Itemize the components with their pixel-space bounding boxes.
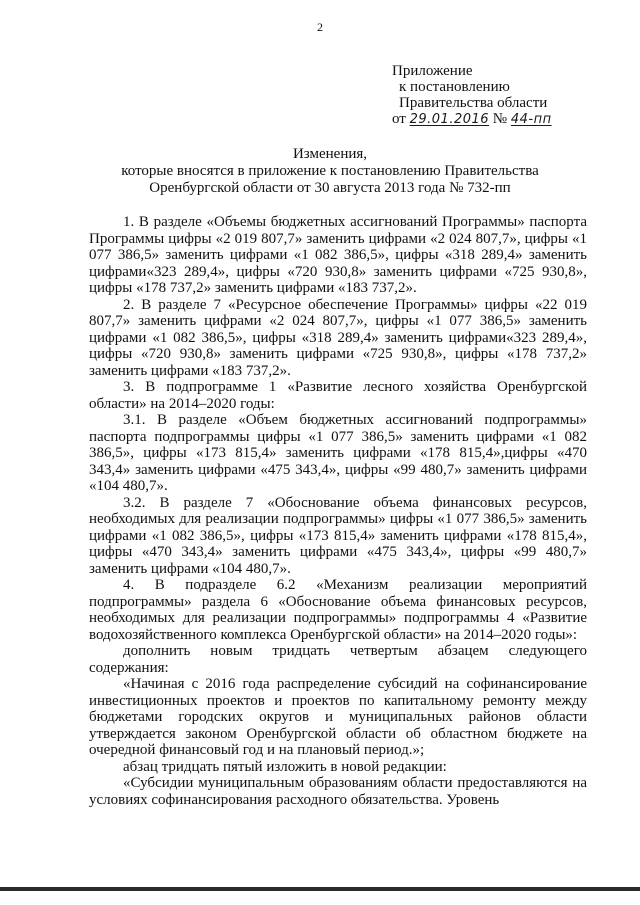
paragraph-2: 2. В разделе 7 «Ресурсное обеспечение Программы» цифры «22 019 807,7» заменить цифрами «2 024 807,7», цифры «1 077 386,5» заменить цифрами «1 082 386,5», цифры «318 289,4» заменить цифрами«323 289,4», цифры «720 930,8» заменить цифрами «725 930,8», цифры «178 737,2» заменить цифрами «183 737,2».: [89, 296, 587, 379]
appendix-line-decree: к постановлению: [399, 79, 510, 95]
heading-title: Изменения,: [292, 146, 368, 162]
paragraph-4: 4. В подразделе 6.2 «Механизм реализации мероприятий подпрограммы» раздела 6 «Обоснование объема финансовых ресурсов, необходимых для реализации подпрограммы» подпрограммы 4 «Развитие водохозяйственного комплекса Оренбургской области» на 2014–2020 годы»:: [89, 577, 587, 643]
page-bottom-edge: [0, 887, 640, 891]
handwritten-date: 29.01.2016: [409, 112, 490, 127]
heading-subtitle-line2: Оренбургской области от 30 августа 2013 года № 732-пп: [149, 180, 511, 196]
handwritten-number: 44-пп: [510, 112, 552, 127]
appendix-date-line: [392, 111, 632, 128]
document-body: [89, 214, 587, 808]
appendix-from-label: от: [392, 111, 406, 127]
paragraph-3: 3. В подпрограмме 1 «Развитие лесного хозяйства Оренбургской области» на 2014–2020 годы:: [89, 379, 587, 412]
document-heading: [60, 146, 600, 197]
page-number: 2: [317, 20, 323, 34]
paragraph-3-2: 3.2. В разделе 7 «Обоснование объема финансовых ресурсов, необходимых для реализации подпрограммы» цифры «1 077 386,5» заменить цифрами «1 082 386,5», цифры «173 815,4» заменить цифрами «178 815,4», цифры «470 343,4» заменить цифрами «475 343,4», цифры «99 480,7» заменить цифрами «104 480,7».: [89, 494, 587, 577]
paragraph-1: 1. В разделе «Объемы бюджетных ассигнований Программы» паспорта Программы цифры «2 019 807,7» заменить цифрами «2 024 807,7», цифры «1 077 386,5» заменить цифрами «1 082 386,5», цифры «318 289,4» заменить цифрами«323 289,4», цифры «720 930,8» заменить цифрами «725 930,8», цифры «178 737,2» заменить цифрами «183 737,2».: [89, 214, 587, 296]
paragraph-addition-intro: дополнить новым тридцать четвертым абзацем следующего содержания:: [89, 643, 587, 676]
heading-subtitle-line1: которые вносятся в приложение к постановлению Правительства: [121, 163, 539, 179]
paragraph-3-1: 3.1. В разделе «Объем бюджетных ассигнований подпрограммы» паспорта подпрограммы цифры «1 077 386,5» заменить цифрами «1 082 386,5», цифры «173 815,4» заменить цифрами «178 815,4»,цифры «470 343,4» заменить цифрами «475 343,4», цифры «99 480,7» заменить цифрами «104 480,7».: [89, 412, 587, 494]
appendix-title: Приложение: [392, 63, 473, 79]
paragraph-edit-intro: абзац тридцать пятый изложить в новой редакции:: [123, 758, 447, 775]
appendix-number-label: №: [492, 111, 508, 127]
paragraph-quote-2: «Субсидии муниципальным образованиям области предоставляются на условиях софинансирования расходного обязательства. Уровень: [89, 775, 587, 808]
appendix-line-government: Правительства области: [399, 95, 548, 111]
paragraph-quote-1: «Начиная с 2016 года распределение субсидий на софинансирование инвестиционных проектов и проектов по капитальному ремонту между бюджетами городских округов и муниципальных районов области утверждается законом Оренбургской области об областном бюджете на очередной финансовый год и на плановый период.»;: [89, 676, 587, 758]
appendix-block: [392, 63, 632, 128]
